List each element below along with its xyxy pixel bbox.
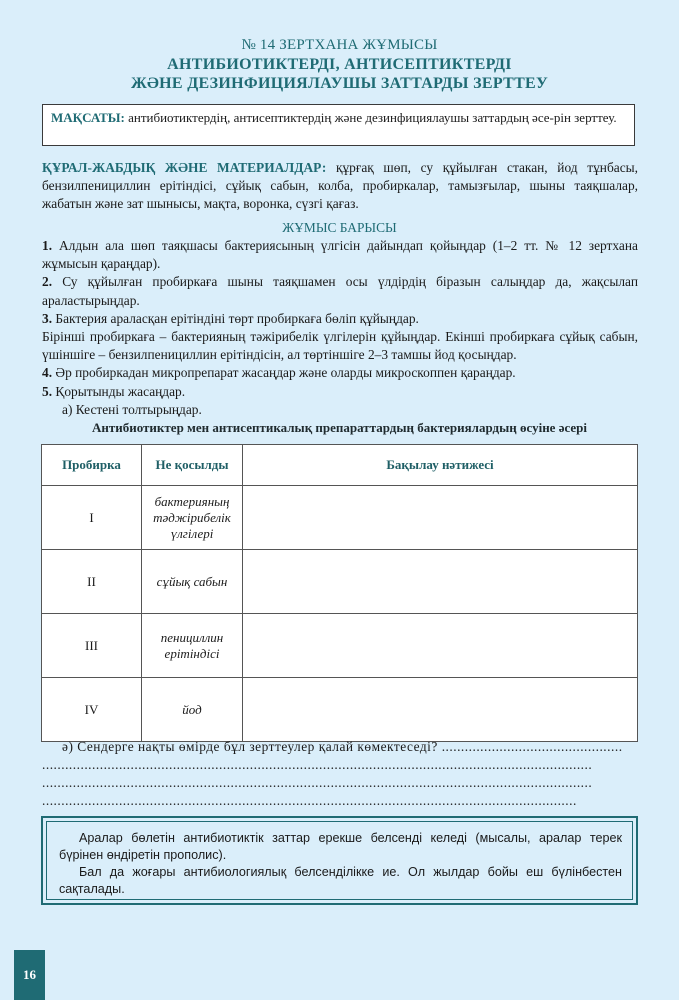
steps-list <box>42 237 638 419</box>
step-number: 3. <box>42 310 53 326</box>
page-number: 16 <box>14 950 45 1000</box>
tube-cell: I <box>42 486 142 550</box>
step-3 <box>42 310 638 328</box>
goal-label: МАҚСАТЫ: <box>51 110 125 125</box>
step-text: Су құйылған пробиркаға шыны таяқшамен осы үлдірдің біразын салыңдар да, жақсылап араластырыңдар. <box>42 274 638 308</box>
lab-number-title: № 14 ЗЕРТХАНА ЖҰМЫСЫ <box>241 37 438 53</box>
equipment-text: құрғақ шөп, су құйылған стакан, йод тұнбасы, бензилпенициллин ерітіндісі, сұйық сабын, колба, пробиркалар, тамызғылар, шыны таяқшалар, жабатын және зат шынысы, мақта, воронка, сүзгі қағаз. <box>42 160 638 212</box>
step-text: Қорытынды жасаңдар. <box>52 383 186 399</box>
added-cell: йод <box>142 678 243 742</box>
added-cell: пенициллин ерітіндісі <box>142 614 243 678</box>
step-3-detail <box>42 328 638 364</box>
result-cell[interactable] <box>243 614 638 678</box>
progress-title: ЖҰМЫС БАРЫСЫ <box>282 220 397 235</box>
step-text: Бактерия араласқан ерітіндіні төрт пробиркаға бөліп құйыңдар. <box>52 310 419 326</box>
tube-cell: II <box>42 550 142 614</box>
tube-cell: III <box>42 614 142 678</box>
answer-line[interactable]: ........................................................................................................................................... <box>42 793 577 808</box>
added-cell: бактерияның тәджірибелік үлгілері <box>142 486 243 550</box>
step-number: 5. <box>42 383 53 399</box>
step-text: Бірінші пробиркаға – бактерияның тәжірибелік үлгілерін құйыңдар. Екінші пробиркаға сұйық сабын, үшіншіге – бензилпенициллин ерітіндісін, ал төртіншіге 2–3 тамшы йод қосыңдар. <box>42 329 638 363</box>
question-text: ә) Сендерге нақты өмірде бұл зерттеулер қалай көмектеседі? ............................................... <box>62 739 623 754</box>
table-row <box>42 678 638 742</box>
goal-box <box>42 104 635 146</box>
step-2 <box>42 273 638 309</box>
lab-header <box>0 36 679 93</box>
step-4 <box>42 364 638 382</box>
result-cell[interactable] <box>243 486 638 550</box>
step-1 <box>42 237 638 273</box>
header-added: Не қосылды <box>142 445 243 486</box>
lab-title-line2: ЖӘНЕ ДЕЗИНФИЦИЯЛАУШЫ ЗАТТАРДЫ ЗЕРТТЕУ <box>130 75 549 92</box>
step-text: Әр пробиркадан микропрепарат жасаңдар және оларды микроскоппен қараңдар. <box>52 365 516 381</box>
step-number: 2. <box>42 274 53 290</box>
step-number: 4. <box>42 365 53 381</box>
question-block <box>42 738 638 810</box>
header-result: Бақылау нәтижесі <box>243 445 638 486</box>
note-paragraph-1: Аралар бөлетін антибиотиктік заттар ерекше белсенді келеді (мысалы, аралар терек бүрінен өндіретін прополис). <box>59 831 622 862</box>
step-number: 1. <box>42 238 53 253</box>
results-table <box>41 444 638 742</box>
note-box <box>41 816 638 905</box>
equipment-label: ҚҰРАЛ-ЖАБДЫҚ ЖӘНЕ МАТЕРИАЛДАР: <box>42 160 327 175</box>
table-title: Антибиотиктер мен антисептикалық препараттардың бактериялардың өсуіне әсері <box>91 420 588 435</box>
header-tube: Пробирка <box>42 445 142 486</box>
table-row <box>42 550 638 614</box>
tube-cell: IV <box>42 678 142 742</box>
step-5a: а) Кестені толтырыңдар. <box>62 401 202 417</box>
result-cell[interactable] <box>243 550 638 614</box>
result-cell[interactable] <box>243 678 638 742</box>
step-5 <box>42 383 638 401</box>
answer-line[interactable]: ............................................................................................................................................... <box>42 757 593 772</box>
added-cell: сұйық сабын <box>142 550 243 614</box>
table-row <box>42 486 638 550</box>
equipment-paragraph <box>42 159 638 214</box>
note-content <box>46 821 633 900</box>
table-row <box>42 614 638 678</box>
answer-line[interactable]: ............................................................................................................................................... <box>42 775 593 790</box>
lab-title-line1: АНТИБИОТИКТЕРДІ, АНТИСЕПТИКТЕРДІ <box>167 56 512 73</box>
table-header-row <box>42 445 638 486</box>
note-paragraph-2: Бал да жоғары антибиологиялық белсенділікке ие. Ол жылдар бойы еш бүлінбестен сақталады. <box>59 865 622 896</box>
step-text: Алдын ала шөп таяқшасы бактериясының үлгісін дайындап қойыңдар (1–2 тт. № 12 зертхана жұмысын қараңдар). <box>42 238 638 272</box>
goal-text: антибиотиктердің, антисептиктердің және дезинфициялаушы заттардың әсе-рін зерттеу. <box>124 110 617 125</box>
